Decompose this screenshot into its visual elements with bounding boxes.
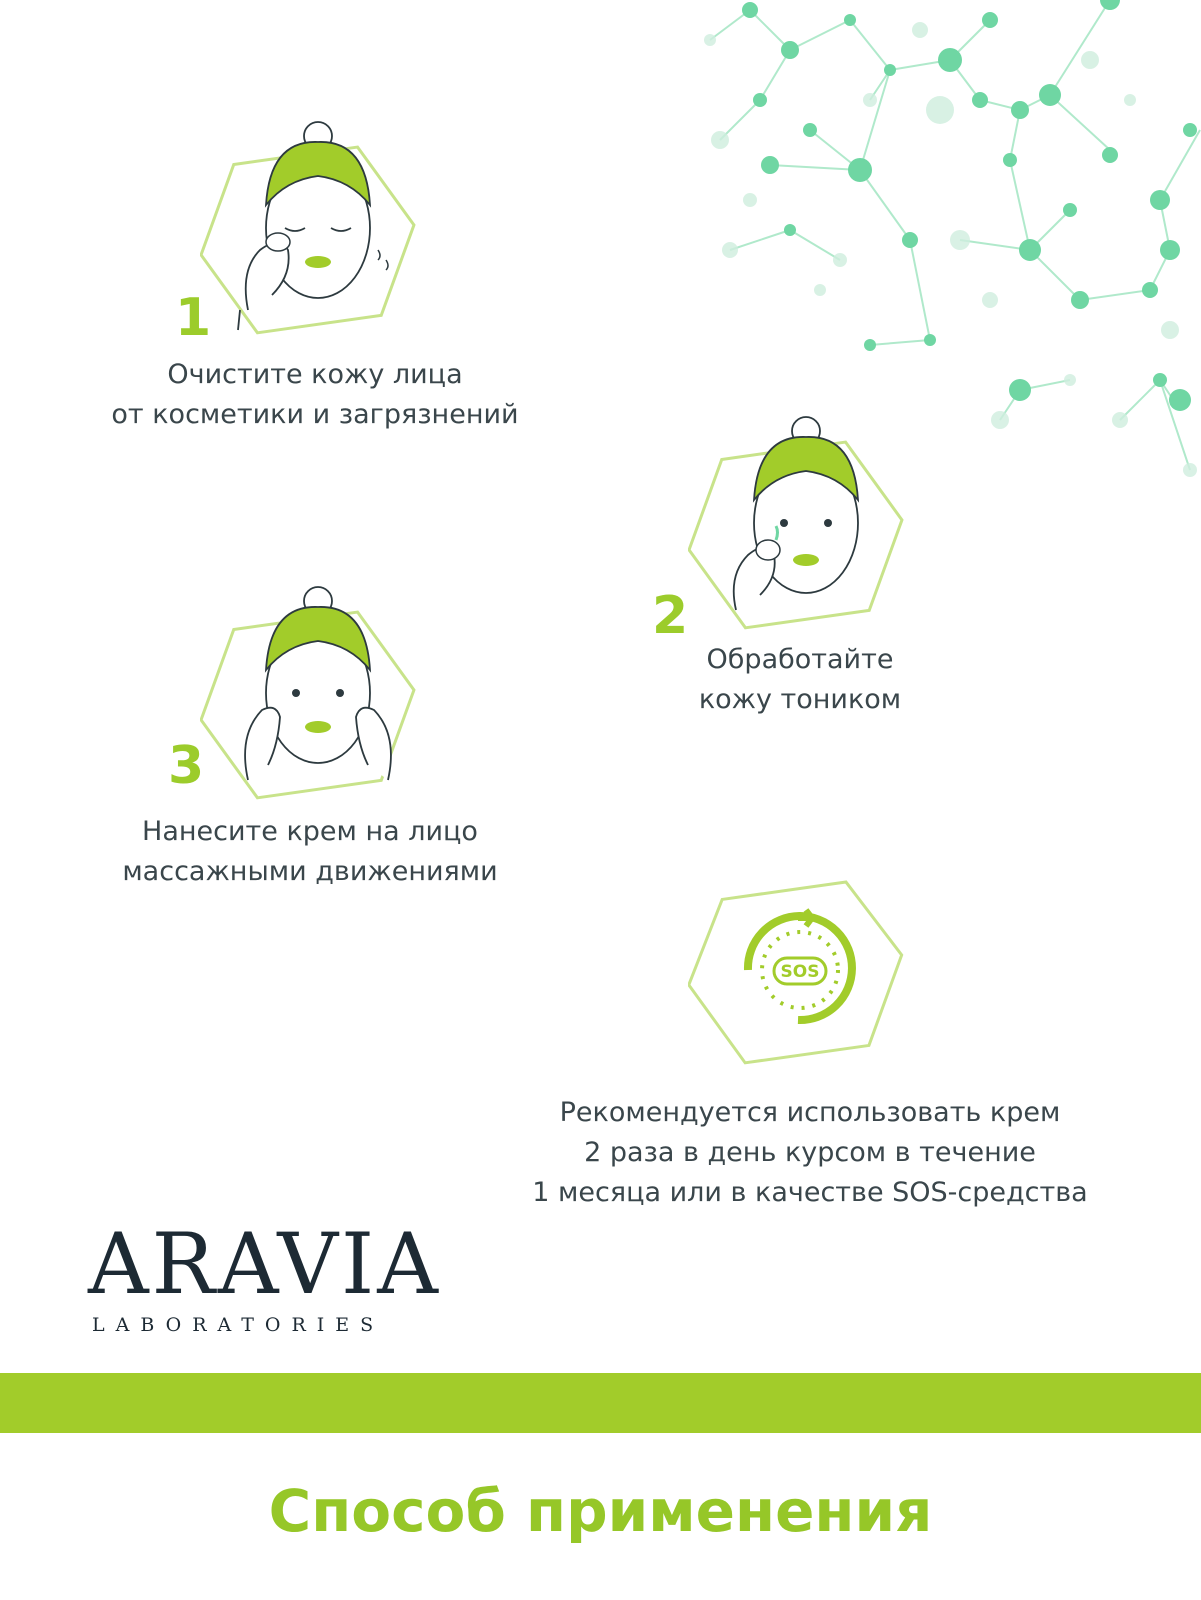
step-description: Очистите кожу лица от косметики и загрязнений bbox=[111, 359, 519, 430]
logo-subtitle: LABORATORIES bbox=[92, 1314, 385, 1336]
sos-timer-icon bbox=[688, 860, 918, 1080]
face-toner-icon bbox=[688, 405, 918, 645]
face-cleansing-icon bbox=[200, 110, 430, 350]
step-description: Обработайте кожу тоником bbox=[698, 644, 902, 715]
recommendation-text: Рекомендуется использовать крем 2 раза в день курсом в течение 1 месяца или в качестве SOS-средства bbox=[532, 1097, 1088, 1208]
green-divider-bar bbox=[0, 1373, 1201, 1433]
step-number: 1 bbox=[175, 288, 212, 348]
face-massage-icon bbox=[200, 575, 430, 815]
step-number: 2 bbox=[652, 586, 689, 646]
logo-brand-name: ARAVIA bbox=[88, 1215, 441, 1313]
aravia-logo bbox=[88, 1215, 441, 1336]
step-number: 3 bbox=[168, 736, 205, 796]
sos-badge: SOS bbox=[780, 962, 820, 982]
page-title: Способ применения bbox=[268, 1477, 933, 1545]
step-description: Нанесите крем на лицо массажными движениями bbox=[122, 816, 498, 887]
